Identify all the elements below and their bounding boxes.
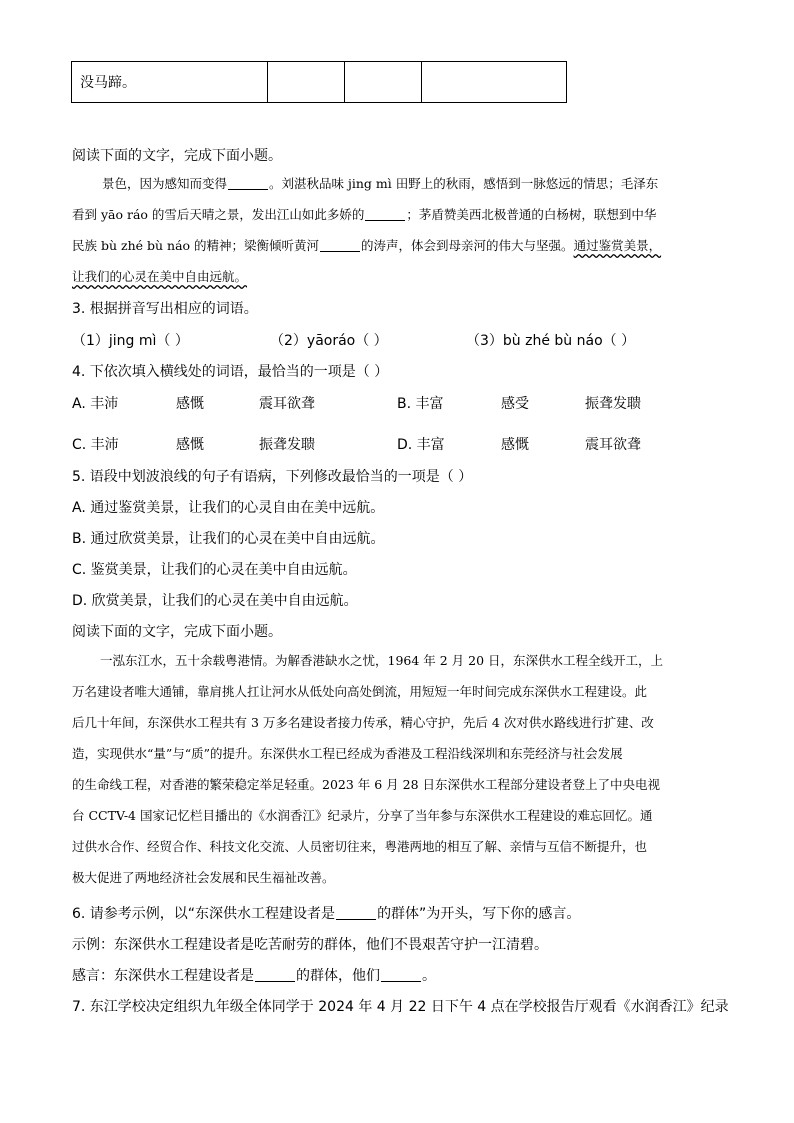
passage-text: 。刘湛秋品味 jing mì 田野上的秋雨，感悟到一脉悠远的情思；毛泽东: [269, 176, 659, 191]
answer-text: 感言：东深供水工程建设者是: [72, 968, 254, 984]
passage-line: 过供水合作、经贸合作、科技文化交流、人员密切往来，粤港两地的相互了解、亲情与互信不断提升，也: [72, 839, 648, 854]
option-c: C. 鉴赏美景，让我们的心灵在美中自由远航。: [72, 562, 357, 578]
option-d-3: 震耳欲聋: [585, 437, 641, 453]
option-b-2: 感受: [501, 396, 529, 412]
question-7-stem: 7. 东江学校决定组织九年级全体同学于 2024 年 4 月 22 日下午 4 点在学校报告厅观看《水润香江》纪录: [72, 999, 729, 1015]
table-cell: [345, 62, 422, 103]
option-d-2: 感慨: [501, 437, 529, 453]
passage-line: 一泓东江水，五十余载粤港情。为解香港缺水之忧，1964 年 2 月 20 日，东深供水工程全线开工，上: [100, 653, 664, 668]
question-text: 的群体”为开头，写下你的感言。: [377, 906, 581, 922]
question-3-stem: 3. 根据拼音写出相应的词语。: [72, 301, 258, 317]
fill-blank: [320, 237, 360, 252]
fill-blank: [336, 905, 376, 920]
passage-1: [72, 168, 714, 292]
fill-blank: [381, 967, 421, 982]
option-b-3: 振聋发聩: [585, 396, 641, 412]
passage-line: 台 CCTV-4 国家记忆栏目播出的《水润香江》纪录片，分享了当年参与东深供水工程建设的难忘回忆。通: [72, 808, 653, 823]
option-d-1: D. 丰富: [397, 437, 445, 453]
question-3-item-3: （3）bù zhé bù náo（ ）: [466, 333, 636, 349]
answer-table: [71, 61, 567, 103]
passage-line: 万名建设者唯大通铺，靠肩挑人扛让河水从低处向高处倒流，用短短一年时间完成东深供水工程建设。此: [72, 684, 648, 699]
option-a: A. 通过鉴赏美景，让我们的心灵自由在美中远航。: [72, 500, 385, 516]
passage-2: [72, 645, 714, 893]
option-d: D. 欣赏美景，让我们的心灵在美中自由远航。: [72, 593, 358, 609]
passage-line: 后几十年间，东深供水工程共有 3 万多名建设者接力传承，精心守护，先后 4 次对供水路线进行扩建、改: [72, 715, 654, 730]
option-a-3: 震耳欲聋: [259, 396, 315, 412]
question-5-stem: 5. 语段中划波浪线的句子有语病，下列修改最恰当的一项是（ ）: [72, 469, 473, 485]
option-c-3: 振聋发聩: [259, 437, 315, 453]
passage-text: ；茅盾赞美西北极普通的白杨树，联想到中华: [406, 207, 657, 222]
question-3-item-1: （1）jing mì（ ）: [72, 333, 189, 349]
question-3-item-2: （2）yāoráo（ ）: [270, 333, 388, 349]
table-row: [72, 62, 567, 103]
option-c-1: C. 丰沛: [72, 437, 119, 453]
fill-blank: [255, 967, 295, 982]
fill-blank: [365, 206, 405, 221]
passage-line: 造，实现供水“量”与“质”的提升。东深供水工程已经成为香港及工程沿线深圳和东莞经济与社会发展: [72, 746, 623, 761]
question-6-answer: [72, 965, 436, 985]
answer-text: 。: [422, 968, 436, 984]
wavy-underlined-sentence: 通过鉴赏美景，: [573, 238, 662, 253]
option-b: B. 通过欣赏美景，让我们的心灵在美中自由远航。: [72, 531, 385, 547]
option-a-1: A. 丰沛: [72, 396, 119, 412]
passage-text: 看到 yāo ráo 的雪后天晴之景，发出江山如此多娇的: [72, 207, 365, 222]
fill-blank: [228, 175, 268, 190]
table-cell: 没马蹄。: [72, 62, 268, 103]
passage-line: 极大促进了两地经济社会发展和民生福祉改善。: [72, 870, 335, 885]
question-text: 6. 请参考示例，以“东深供水工程建设者是: [72, 906, 336, 922]
option-c-2: 感慨: [176, 437, 204, 453]
passage-text: 的涛声，体会到母亲河的伟大与坚强。: [361, 238, 574, 253]
passage-text: 民族 bù zhé bù náo 的精神；梁衡倾听黄河: [72, 238, 320, 253]
reading-instruction: 阅读下面的文字，完成下面小题。: [72, 624, 282, 640]
question-6-stem: [72, 903, 580, 923]
table-cell: [268, 62, 345, 103]
option-b-1: B. 丰富: [397, 396, 444, 412]
answer-text: 的群体，他们: [296, 968, 380, 984]
table-cell: [422, 62, 567, 103]
passage-text: 景色，因为感知而变得: [102, 176, 228, 191]
question-6-example: 示例：东深供水工程建设者是吃苦耐劳的群体，他们不畏艰苦守护一江清碧。: [72, 937, 548, 953]
passage-line: 的生命线工程，对香港的繁荣稳定举足轻重。2023 年 6 月 28 日东深供水工程部分建设者登上了中央电视: [72, 777, 661, 792]
wavy-underlined-sentence: 让我们的心灵在美中自由远航。: [72, 269, 248, 284]
question-4-stem: 4. 下依次填入横线处的词语，最恰当的一项是（ ）: [72, 364, 389, 380]
reading-instruction: 阅读下面的文字，完成下面小题。: [72, 148, 282, 164]
option-a-2: 感慨: [176, 396, 204, 412]
